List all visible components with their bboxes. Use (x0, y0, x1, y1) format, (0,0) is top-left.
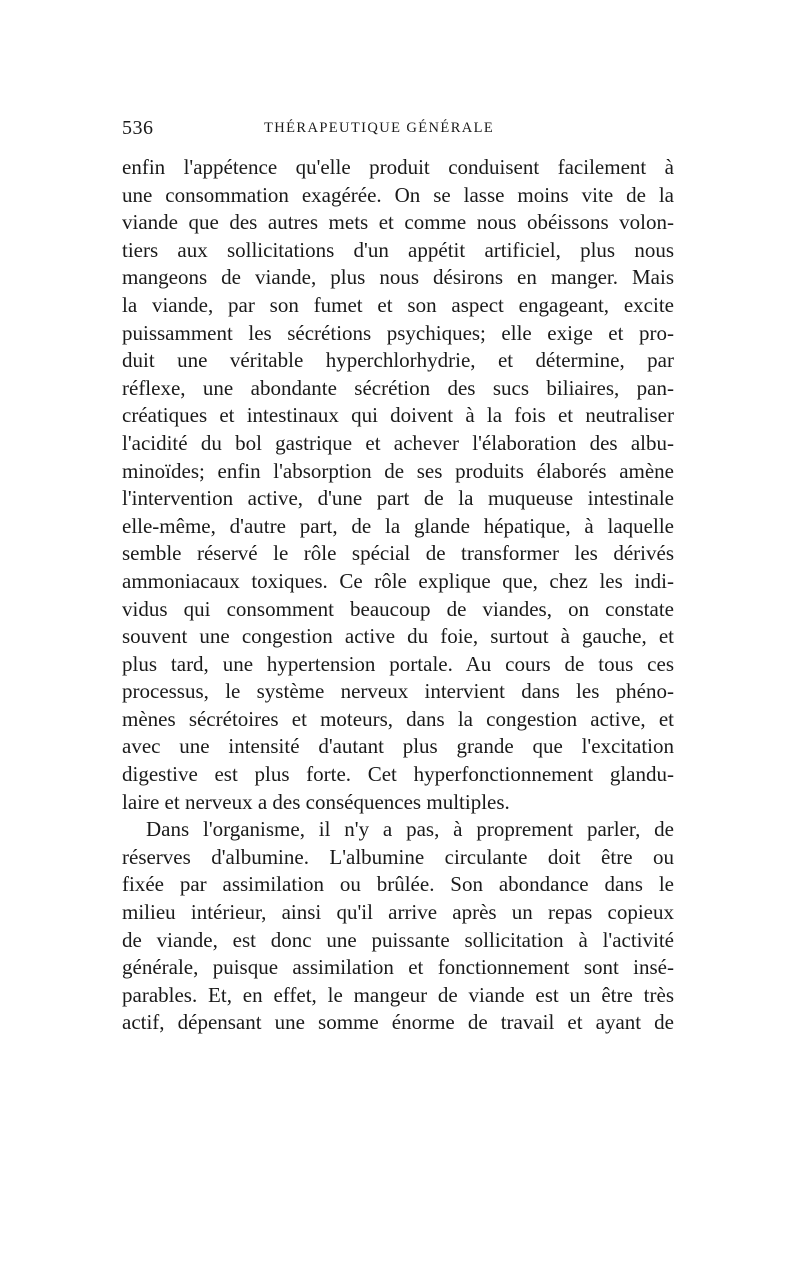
text-line: minoïdes; enfin l'absorption de ses produits élaborés amène (122, 458, 674, 483)
text-line: créatiques et intestinaux qui doivent à la fois et neutraliser (122, 403, 674, 428)
text-line: processus, le système nerveux intervient dans les phéno- (122, 679, 674, 704)
text-line: duit une véritable hyperchlorhydrie, et détermine, par (122, 348, 674, 373)
page-header (122, 117, 674, 141)
text-line: l'intervention active, d'une part de la muqueuse intestinale (122, 486, 674, 511)
text-line: une consommation exagérée. On se lasse moins vite de la (122, 182, 674, 207)
text-line: ammoniacaux toxiques. Ce rôle explique que, chez les indi- (122, 568, 674, 593)
text-line: générale, puisque assimilation et fonctionnement sont insé- (122, 955, 674, 980)
text-line: parables. Et, en effet, le mangeur de viande est un être très (122, 982, 674, 1007)
text-line: réserves d'albumine. L'albumine circulante doit être ou (122, 844, 674, 869)
running-title: THÉRAPEUTIQUE GÉNÉRALE (264, 120, 495, 136)
text-line: vidus qui consomment beaucoup de viandes, on constate (122, 596, 674, 621)
paragraph-2 (122, 816, 674, 1037)
text-line: l'acidité du bol gastrique et achever l'élaboration des albu- (122, 430, 674, 455)
text-line: avec une intensité d'autant plus grande que l'excitation (122, 734, 674, 759)
text-line: actif, dépensant une somme énorme de travail et ayant de (122, 1010, 674, 1035)
text-line: elle-même, d'autre part, de la glande hépatique, à laquelle (122, 513, 674, 538)
text-line: souvent une congestion active du foie, surtout à gauche, et (122, 624, 674, 649)
text-line: viande que des autres mets et comme nous obéissons volon- (122, 210, 674, 235)
text-line: laire et nerveux a des conséquences multiples. (122, 789, 510, 814)
text-line: puissamment les sécrétions psychiques; elle exige et pro- (122, 320, 674, 345)
body-text (122, 154, 674, 1037)
text-line: mangeons de viande, plus nous désirons en manger. Mais (122, 265, 674, 290)
text-line: de viande, est donc une puissante sollicitation à l'activité (122, 927, 674, 952)
text-line: semble réservé le rôle spécial de transformer les dérivés (122, 541, 674, 566)
text-line: digestive est plus forte. Cet hyperfonctionnement glandu- (122, 762, 674, 787)
text-line: milieu intérieur, ainsi qu'il arrive après un repas copieux (122, 900, 674, 925)
text-line: enfin l'appétence qu'elle produit conduisent facilement à (122, 155, 674, 179)
text-line: fixée par assimilation ou brûlée. Son abondance dans le (122, 872, 674, 897)
page-number: 536 (122, 117, 154, 139)
text-line: la viande, par son fumet et son aspect engageant, excite (122, 292, 674, 317)
text-line: tiers aux sollicitations d'un appétit artificiel, plus nous (122, 237, 674, 262)
text-line: plus tard, une hypertension portale. Au cours de tous ces (122, 651, 674, 676)
text-line: Dans l'organisme, il n'y a pas, à proprement parler, de (146, 817, 674, 842)
text-line: réflexe, une abondante sécrétion des sucs biliaires, pan- (122, 375, 674, 400)
paragraph-1 (122, 154, 674, 816)
text-line: mènes sécrétoires et moteurs, dans la congestion active, et (122, 706, 674, 731)
